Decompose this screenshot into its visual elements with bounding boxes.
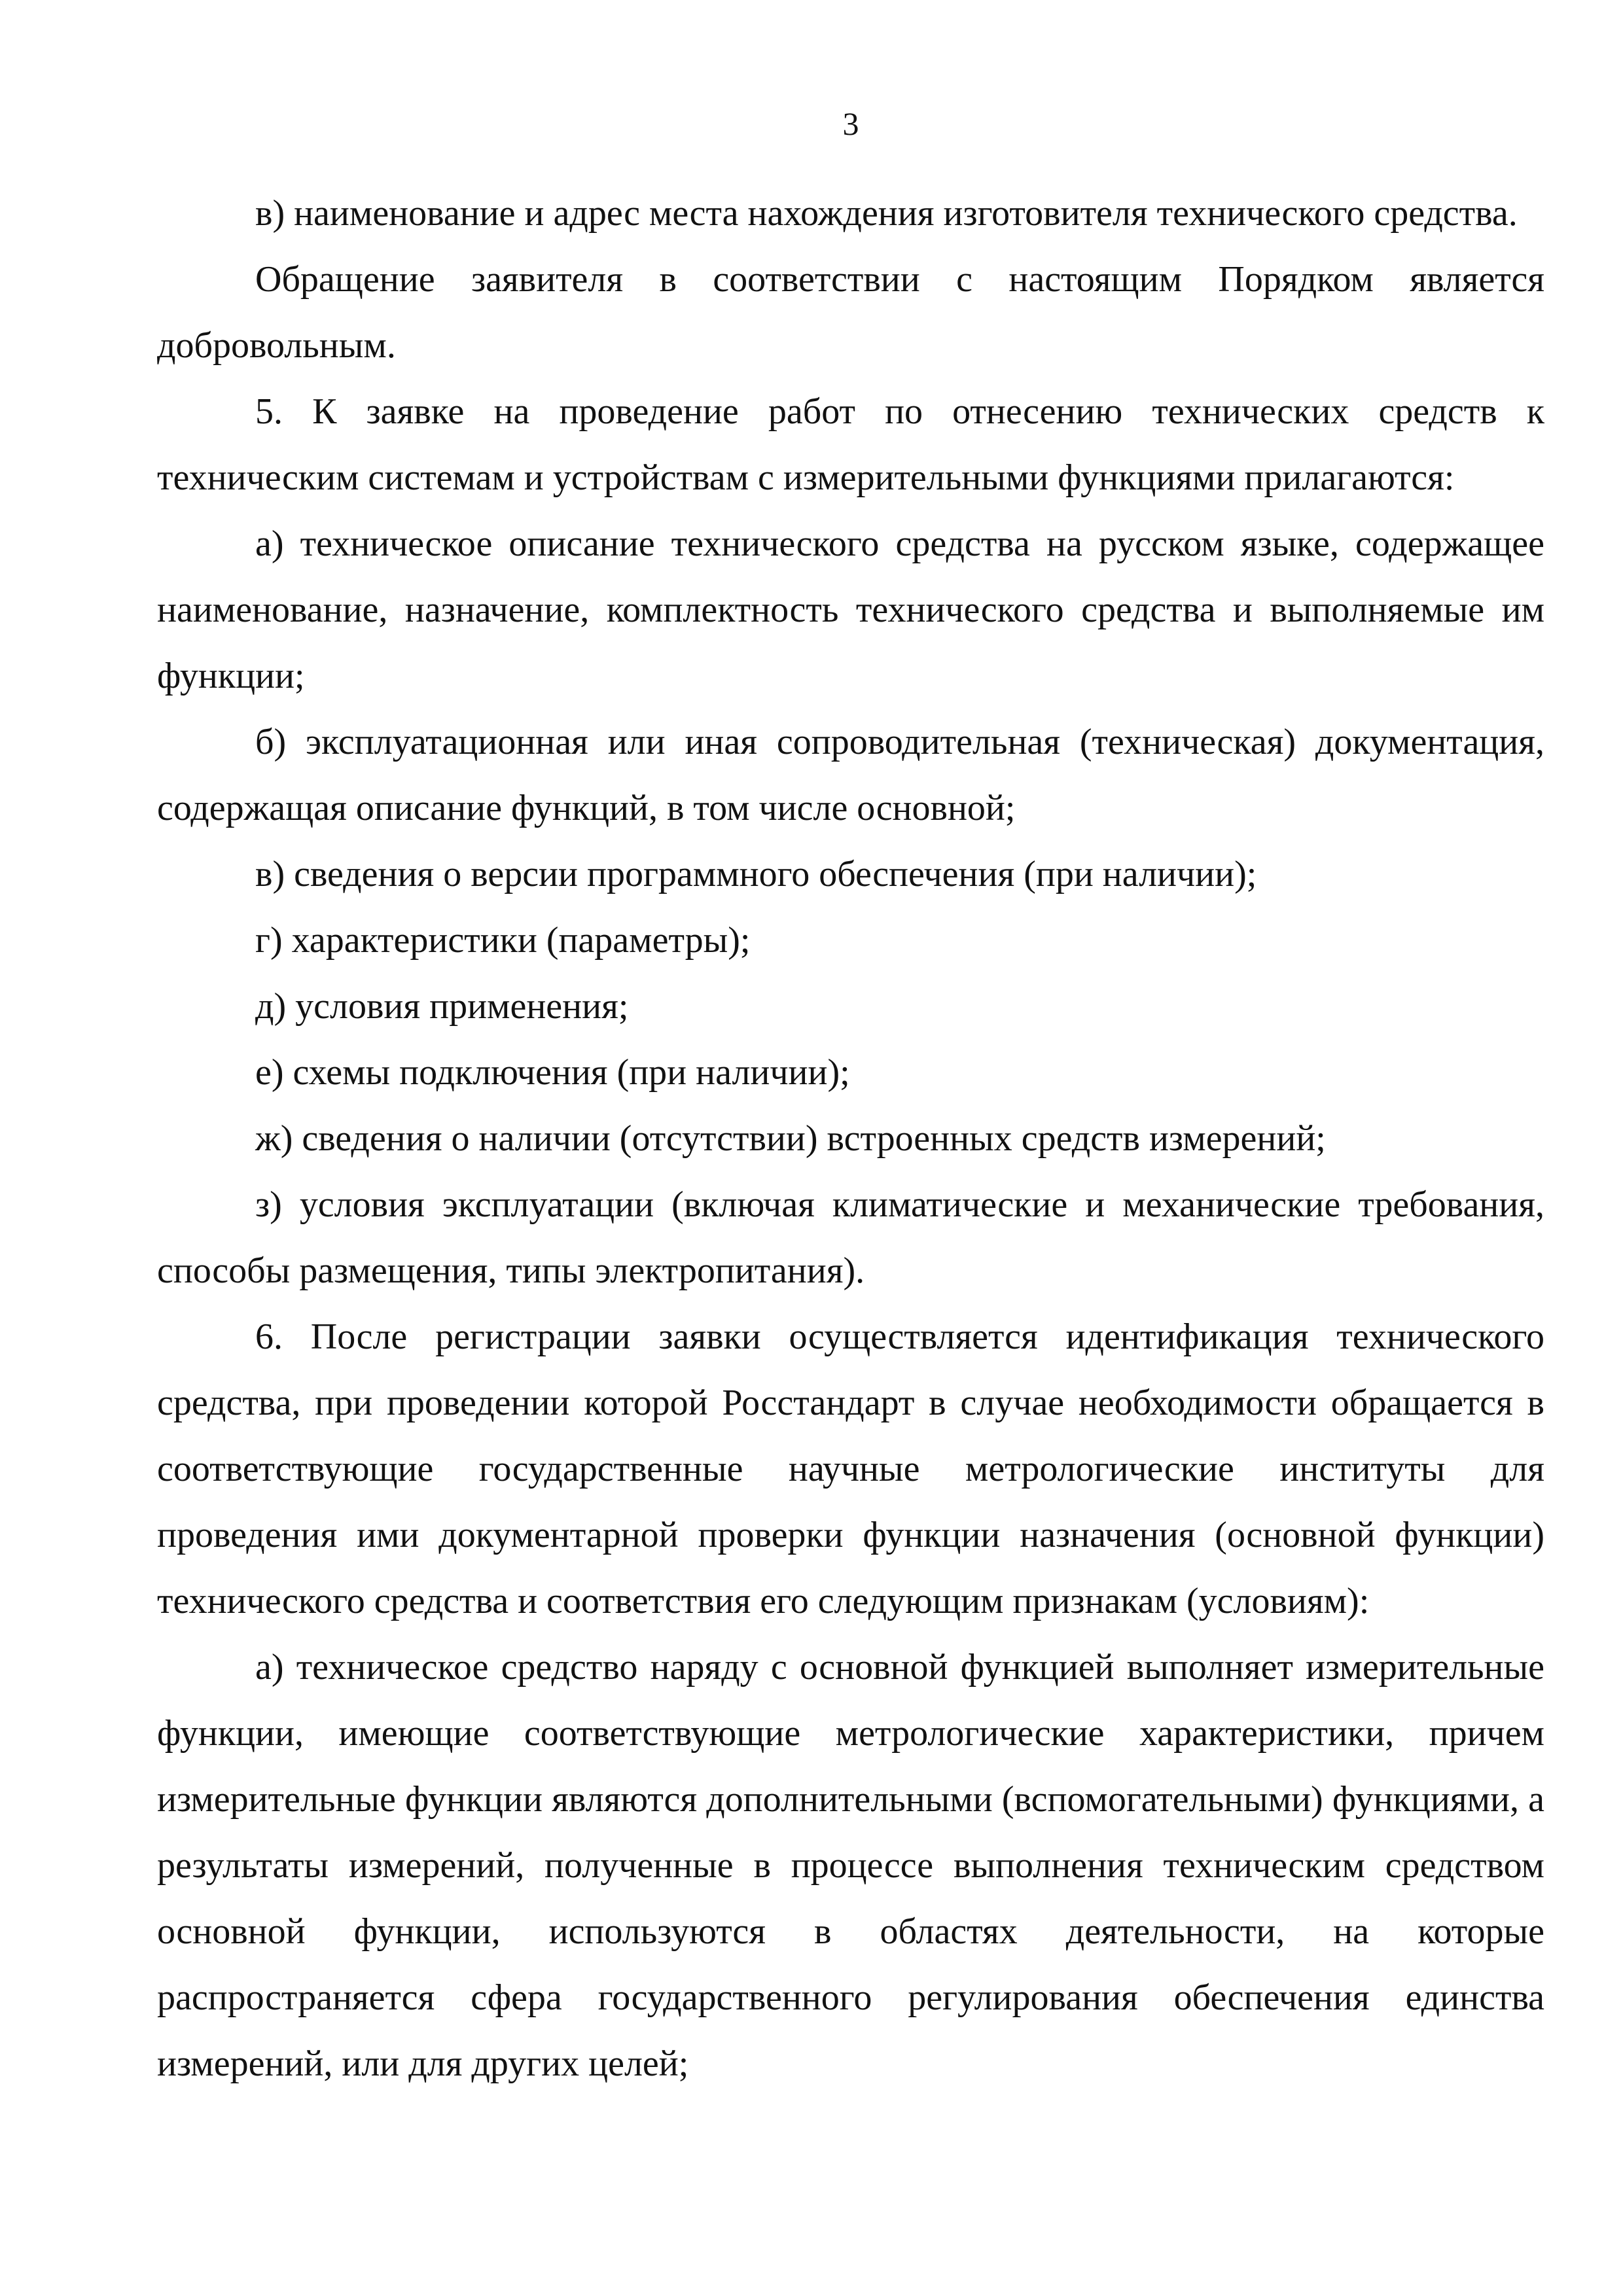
paragraph-item-z-operation: з) условия эксплуатации (включая климатические и механические требования, способы размещения, типы электропитания). (157, 1184, 1544, 1291)
document-body (157, 181, 1544, 2097)
page-number: 3 (842, 105, 859, 142)
paragraph-item-a-measuring-functions: а) техническое средство наряду с основной функцией выполняет измерительные функции, имеющие соответствующие метрологические характеристики, причем измерительные функции являются дополнительными (вспомогательными) функциями, а результаты измерений, полученные в процессе выполнения техническим средством основной функции, используются в областях деятельности, на которые распространяется сфера государственного регулирования обеспечения единства измерений, или для других целей; (157, 1647, 1544, 2084)
paragraph-item-g-characteristics: г) характеристики (параметры); (255, 920, 751, 961)
paragraph-clause-6: 6. После регистрации заявки осуществляется идентификация технического средства, при проведении которой Росстандарт в случае необходимости обращается в соответствующие государственные научные метрологические институты для проведения ими документарной проверки функции назначения (основной функции) технического средства и соответствия его следующим признакам (условиям): (157, 1316, 1544, 1621)
paragraph-item-d-conditions: д) условия применения; (255, 986, 629, 1027)
paragraph-item-b-documentation: б) эксплуатационная или иная сопроводительная (техническая) документация, содержащая описание функций, в том числе основной; (157, 722, 1544, 828)
paragraph-clause-5: 5. К заявке на проведение работ по отнесению технических средств к техническим системам и устройствам с измерительными функциями прилагаются: (157, 391, 1544, 498)
paragraph-item-a-description: а) техническое описание технического средства на русском языке, содержащее наименование, назначение, комплектность технического средства и выполняемые им функции; (157, 523, 1544, 696)
paragraph-item-zh-built-in: ж) сведения о наличии (отсутствии) встроенных средств измерений; (255, 1118, 1326, 1159)
paragraph-item-v-manufacturer: в) наименование и адрес места нахождения изготовителя технического средства. (255, 193, 1518, 234)
paragraph-item-v-software: в) сведения о версии программного обеспечения (при наличии); (255, 854, 1257, 894)
paragraph-voluntary-appeal: Обращение заявителя в соответствии с настоящим Порядком является добровольным. (157, 259, 1544, 366)
paragraph-item-e-schemes: е) схемы подключения (при наличии); (255, 1052, 850, 1093)
